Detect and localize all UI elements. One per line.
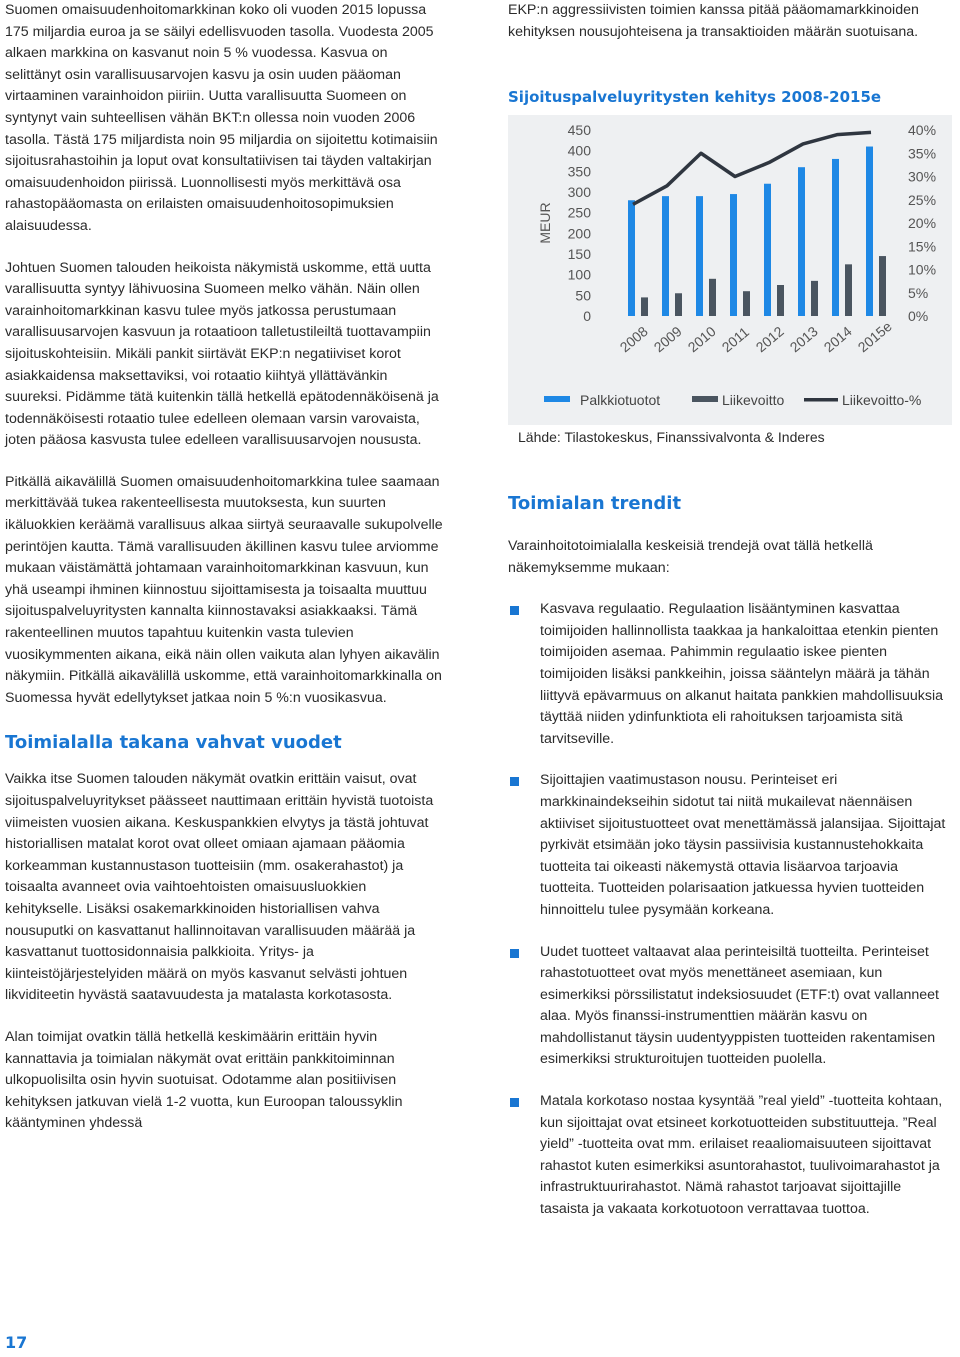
bar bbox=[866, 147, 873, 316]
legend-swatch bbox=[544, 396, 570, 402]
y2-tick-label: 5% bbox=[908, 284, 929, 301]
bar bbox=[662, 196, 669, 316]
paragraph: EKP:n aggressiivisten toimien kanssa pitää pääomamarkkinoiden kehityksen nousujohteisena ja transaktioiden määrän suotuisana. bbox=[508, 2, 919, 40]
left-column bbox=[5, 0, 445, 1135]
list-item: Uudet tuotteet valtaavat alaa perinteisiltä tuotteilta. Perinteiset rahastotuotteet ovat myös menettäneet asemiaan, kun esimerkiksi pörssilistatut indeksiosuudet (ETF:t) ovat vallanneet alaa. Myös finanssi-instrumenttien määrän kasvu on mahdollistanut täysin uudentyyppisten tuotteiden rakentamisen esimerkiksi strukturoitujen tuotteiden puolella. bbox=[508, 942, 948, 1072]
y2-tick-label: 30% bbox=[908, 168, 937, 185]
chart-svg bbox=[508, 115, 952, 425]
y-tick-label: 100 bbox=[567, 266, 591, 283]
bar bbox=[641, 297, 648, 316]
x-tick-label: 2008 bbox=[616, 323, 651, 356]
y2-tick-label: 40% bbox=[908, 122, 937, 138]
chart-source: Lähde: Tilastokeskus, Finanssivalvonta & Inderes bbox=[518, 429, 825, 445]
chart-panel bbox=[508, 115, 952, 425]
bar bbox=[879, 256, 886, 316]
y2-tick-label: 10% bbox=[908, 261, 937, 278]
y-tick-label: 0 bbox=[583, 308, 591, 324]
legend-swatch bbox=[804, 398, 838, 402]
x-tick-label: 2009 bbox=[650, 323, 685, 356]
y2-tick-label: 35% bbox=[908, 145, 937, 162]
legend-label: Liikevoitto-% bbox=[842, 392, 922, 408]
paragraph: Varainhoitotoimialalla keskeisiä trendejä ovat tällä hetkellä näkemyksemme mukaan: bbox=[508, 538, 873, 576]
y2-tick-label: 0% bbox=[908, 308, 929, 324]
y2-tick-label: 20% bbox=[908, 215, 937, 231]
y-tick-label: 450 bbox=[567, 122, 591, 138]
paragraph: Alan toimijat ovatkin tällä hetkellä keskimäärin erittäin hyvin kannattavia ja toimialan näkymät ovat erittäin pankkitoiminnan ulkopuolisilta osin hyvin suotuisat. Odotamme alan positiivisen kehityksen jatkuvan vielä 1-2 vuotta, kun Euroopan taloussyklin kääntyminen yhdessä bbox=[5, 1028, 403, 1132]
y-tick-label: 300 bbox=[567, 184, 591, 200]
y-tick-label: 400 bbox=[567, 142, 591, 159]
legend-label: Palkkiotuotot bbox=[580, 392, 661, 408]
paragraph: Suomen omaisuudenhoitomarkkinan koko oli vuoden 2015 lopussa 175 miljardia euroa ja se säilyi edellisvuoden tasolla. Vuodesta 2005 alkaen markkina on kasvanut noin 5 % vuodessa. Kasvua on selittänyt osin varallisuusarvojen kasvu ja osin uuden pääoman virtaaminen varainhoidon piiriin. Uutta varallisuutta Suomeen on syntynyt vain suhteellisen vähän BKT:n ollessa noin vuoden 2006 tasolla. Tästä 175 miljardista noin 95 miljardia on sijoitettu kotimaisiin sijoitusrahastoihin ja loput ovat konsultatiivisen tai täyden valtakirjan omaisuudenhoidon piirissä. Luonnollisesti myös merkittävä osa rahastopääomasta on erilaisten omaisuudenhoitosopimuksien alaisuudessa. bbox=[5, 2, 438, 234]
bar bbox=[709, 279, 716, 316]
y2-tick-label: 15% bbox=[908, 238, 937, 255]
bar bbox=[832, 159, 839, 316]
legend-label: Liikevoitto bbox=[722, 392, 785, 408]
x-tick-label: 2015e bbox=[854, 318, 895, 356]
section-heading: Toimialalla takana vahvat vuodet bbox=[5, 732, 342, 754]
x-tick-label: 2013 bbox=[786, 323, 821, 356]
paragraph: Vaikka itse Suomen talouden näkymät ovatkin erittäin vaisut, ovat sijoituspalveluyritykset päässeet nauttimaan erittäin hyvistä tuotoista viimeisten vuosien aikana. Keskuspankkien elvytys ja tästä johtuvat historiallisen matalat korot ovat olleet omiaan ajamaan pääomia korkeamman kustannustason tuotteisiin (mm. osakerahastot) ja toisaalta avanneet ovia vaihtoehtoisten omaisuusluokkien kehitykselle. Lisäksi osakemarkkinoiden historiallisen vahva nousuputki on kasvattanut hallinnoitavan varallisuuden määrää ja kasvattanut tuottosidonnaisia palkkioita. Yritys- ja kiinteistöjärjestelyiden määrä on myös kasvanut selvästi johtuen likviditeetin hyvästä saatavuudesta ja matalasta korkotasosta. bbox=[5, 771, 434, 1004]
x-tick-label: 2011 bbox=[718, 323, 752, 356]
bar bbox=[798, 167, 805, 316]
y2-tick-label: 25% bbox=[908, 191, 937, 208]
trends-section bbox=[508, 492, 948, 1241]
y-tick-label: 50 bbox=[575, 287, 591, 304]
y-tick-label: 150 bbox=[567, 246, 591, 262]
y-tick-label: 350 bbox=[567, 163, 591, 180]
trend-list bbox=[508, 599, 948, 1220]
bar bbox=[628, 200, 635, 316]
bar bbox=[845, 264, 852, 316]
legend-swatch bbox=[692, 396, 718, 402]
bar bbox=[764, 184, 771, 316]
bar bbox=[696, 196, 703, 316]
bar bbox=[777, 285, 784, 316]
y-tick-label: 200 bbox=[567, 225, 591, 242]
bar bbox=[675, 293, 682, 316]
bar bbox=[730, 194, 737, 316]
section-heading: Toimialan trendit bbox=[508, 493, 682, 514]
list-item: Kasvava regulaatio. Regulaation lisääntyminen kasvattaa toimijoiden hallinnollista taakkaa ja hankaloittaa etenkin pienten toimijoiden asemaa. Pahimmin regulaatio iskee pienten toimijoiden lisäksi pankkeihin, joissa sääntelyn määrä ja tähän liittyvä epävarmuus on alkanut haitata pankkien mahdollisuuksia täyttää niiden ydinfunktiota eli rahoituksen tarjoamista sitä tarvitseville. bbox=[508, 599, 948, 750]
list-item: Matala korkotaso nostaa kysyntää ”real yield” -tuotteita kohtaan, kun sijoittajat ovat etsineet korkotuotteiden substituutteja. ”Real yield” -tuotteita ovat mm. erilaiset reaaliomaisuuteen sijoittavat rahastot kuten esimerkiksi asuntorahastot, tuulivoimarahastot ja infrastruktuurirahastot. Nämä rahastot tarjoavat sijoittajille tasaista ja vakaata korkotuotoon verrattavaa tuottoa. bbox=[508, 1091, 948, 1221]
chart-title: Sijoituspalveluyritysten kehitys 2008-2015e bbox=[508, 88, 882, 106]
bar bbox=[811, 281, 818, 316]
y-axis-label: MEUR bbox=[537, 202, 553, 244]
x-tick-label: 2014 bbox=[820, 323, 855, 356]
bar bbox=[743, 291, 750, 316]
list-item: Sijoittajien vaatimustason nousu. Perinteiset eri markkinaindekseihin sidotut tai niitä mukailevat näennäisen aktiiviset sijoitustuotteet ovat menettämässä jalansijaa. Sijoittajat pyrkivät etsimään joko täysin passiivisia kustannustehokkaita tuotteita tai oikeasti näkemystä ottavia lisäarvoa tarjoavia tuotteita. Tuotteiden polarisaation jatkuessa hyvien tuotteiden hinnoittelu tulee pysymään korkeana. bbox=[508, 770, 948, 921]
paragraph: Johtuen Suomen talouden heikoista näkymistä uskomme, että uutta varallisuutta syntyy lähivuosina Suomeen melko vähän. Näin ollen varainhoitomarkkinan kasvu tulee myös jatkossa perustumaan varallisuusarvojen kasvuun ja rotaatioon talletustileiltä tuottavampiin sijoituskohteisiin. Mikäli pankit siirtävät EKP:n negatiiviset korot asiakkaidensa maksettaviksi, voi rotaatio kiihtyä yllättävänkin suureksi. Pidämme tätä kuitenkin tällä hetkellä epätodennäköisenä ja todennäköisesti rotaatio tulee edelleen olemaan varsin varovaista, joten pääosa kasvusta tulee edelleen varallisuusarvojen noususta. bbox=[5, 259, 439, 449]
paragraph: Pitkällä aikavälillä Suomen omaisuudenhoitomarkkina tulee saamaan merkittävää tukea rakenteellisesta muutoksesta, kun suurten ikäluokkien keräämä varallisuus alkaa siirtyä seuraavalle sukupolvelle perintöjen kautta. Tämä varallisuuden äkillinen kasvu tulee arviomme mukaan väistämättä johtamaan varainhoitomarkkinan kasvuun, kun yhä useampi ihminen kiinnostuu sijoittamisesta ja toisaalta muuttuu sijoituspalveluyritysten kannalta kiinnostavaksi asiakkaaksi. Tämä rakenteellinen muutos tapahtuu kuitenkin vasta tulevien vuosikymmenten aikana, eikä näin ollen vaikuta alan lyhyen aikavälin näkymiin. Pitkällä aikavälillä uskomme, että varainhoitomarkkinalla on Suomessa hyvät edellytykset jatkaa noin 5 %:n vuosikasvua. bbox=[5, 473, 443, 706]
x-tick-label: 2010 bbox=[684, 323, 719, 356]
right-column bbox=[508, 0, 948, 43]
y-tick-label: 250 bbox=[567, 204, 591, 221]
page-number: 17 bbox=[5, 1333, 28, 1352]
x-tick-label: 2012 bbox=[752, 323, 787, 356]
